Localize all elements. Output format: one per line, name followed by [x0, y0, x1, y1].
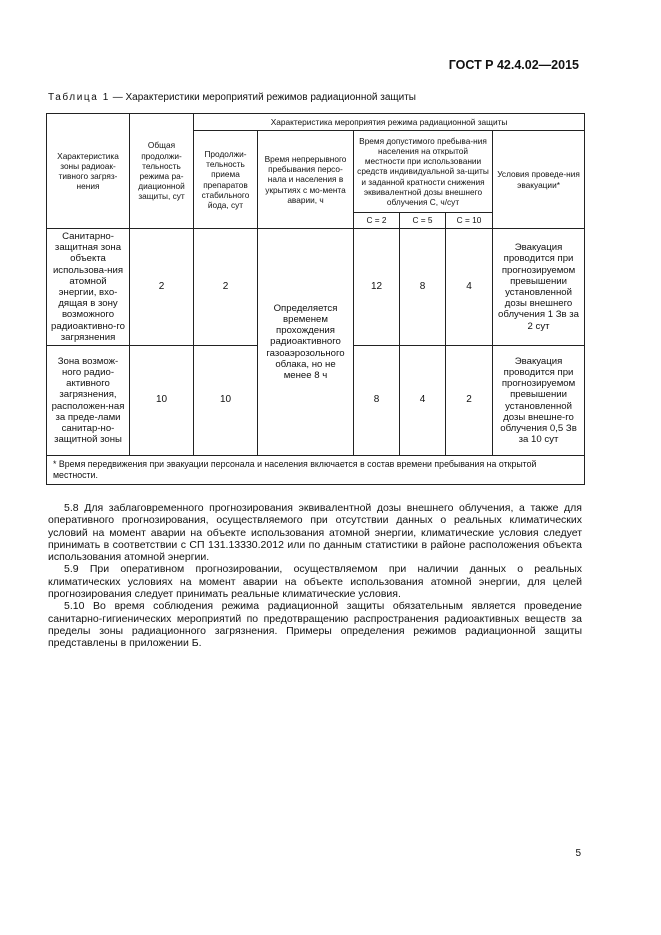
row2-total: 10: [130, 346, 194, 456]
row1-c2: 12: [354, 229, 400, 346]
col-header-shelter: Время непрерывного пребывания персо-нала и населения в укрытиях с мо-мента аварии, ч: [258, 131, 354, 229]
table-caption-label: Таблица 1: [48, 92, 110, 103]
col-header-zone: Характеристика зоны радиоак-тивного загряз-нения: [47, 114, 130, 229]
table-caption-text: — Характеристики мероприятий режимов радиационной защиты: [109, 92, 416, 103]
col-header-outdoor: Время допустимого пребыва-ния населения на открытой местности при использовании средств индивидуальной за-щиты и заданной кратности снижения эквивалентной дозы внешнего облучения С, ч/сут: [354, 131, 493, 213]
col-header-c10: С = 10: [446, 213, 493, 229]
body-text: [48, 502, 582, 650]
table-caption: [48, 92, 416, 103]
col-header-total-duration: Общая продолжи-тельность режима ра-диационной защиты, сут: [130, 114, 194, 229]
row2-c10: 2: [446, 346, 493, 456]
row1-iodine: 2: [194, 229, 258, 346]
row2-c5: 4: [400, 346, 446, 456]
paragraph-5-9: 5.9 При оперативном прогнозировании, осуществляемом при наличии данных о реальных климатических условиях на момент аварии на объекте использования атомной энергии, для целей прогнозирования следует принимать реальные климатические условия.: [48, 563, 582, 601]
row1-c10: 4: [446, 229, 493, 346]
col-header-iodine: Продолжи-тельность приема препаратов стабильного йода, сут: [194, 131, 258, 229]
row1-c5: 8: [400, 229, 446, 346]
col-header-evacuation: Условия проведе-ния эвакуации*: [493, 131, 585, 229]
col-header-c2: С = 2: [354, 213, 400, 229]
table-footnote: * Время передвижения при эвакуации персонала и населения включается в состав времени пребывания на открытой местности.: [47, 456, 585, 485]
row2-evacuation: Эвакуация проводится при прогнозируемом превышении установленной дозы внешне-го облучения 0,5 Зв за 10 сут: [493, 346, 585, 456]
col-header-group: Характеристика мероприятия режима радиационной защиты: [194, 114, 585, 131]
shelter-time-cell: Определяется временем прохождения радиоактивного газоаэрозольного облака, но не менее 8 ч: [258, 229, 354, 456]
row1-evacuation: Эвакуация проводится при прогнозируемом превышении установленной дозы внешнего облучения 1 Зв за 2 сут: [493, 229, 585, 346]
page-number: 5: [575, 848, 581, 859]
col-header-c5: С = 5: [400, 213, 446, 229]
row1-zone: Санитарно-защитная зона объекта использова-ния атомной энергии, вхо-дящая в зону возможного радиоактивно-го загрязнения: [47, 229, 130, 346]
row1-total: 2: [130, 229, 194, 346]
paragraph-5-10: 5.10 Во время соблюдения режима радиационной защиты обязательным является проведение санитарно-гигиенических мероприятий по предотвращению распространения радиоактивных веществ за пределы зоны радиационного загрязнения. Примеры определения режимов радиационной защиты представлены в приложении Б.: [48, 600, 582, 650]
table-row: [47, 229, 585, 346]
document-header: ГОСТ Р 42.4.02—2015: [448, 58, 579, 72]
radiation-protection-table: [46, 113, 585, 485]
row2-c2: 8: [354, 346, 400, 456]
paragraph-5-8: 5.8 Для заблаговременного прогнозирования эквивалентной дозы внешнего облучения, а также для оперативного прогнозирования, осуществляемого при отсутствии данных о реальных климатических условий на момент аварии на объекте использования атомной энергии, климатические условия следует принимать в соответствии с СП 131.13330.2012 или по данным статистики в районе расположения объекта использования атомной энергии.: [48, 502, 582, 564]
row2-zone: Зона возмож-ного радио-активного загрязнения, расположен-ная за преде-лами санитар-но-защитной зоны: [47, 346, 130, 456]
row2-iodine: 10: [194, 346, 258, 456]
